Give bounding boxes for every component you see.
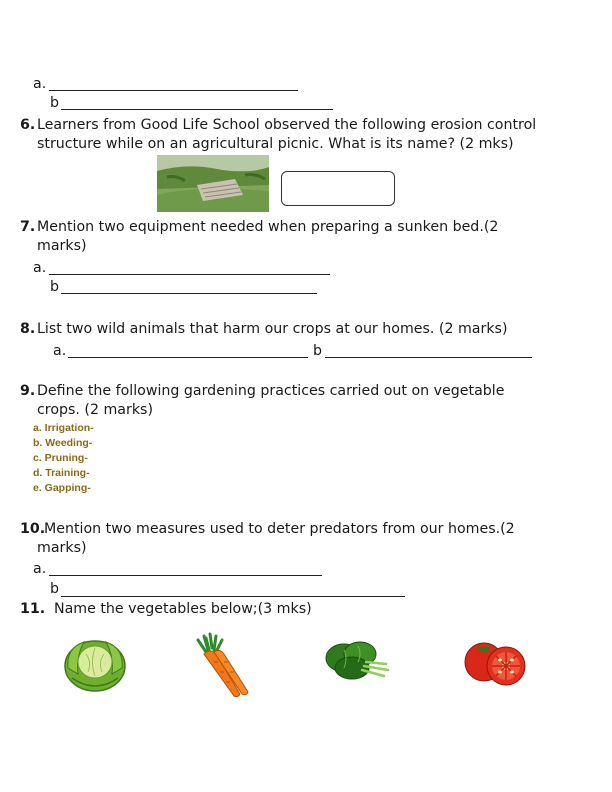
answer-a-label: a.	[33, 76, 47, 92]
question-8-b-line[interactable]	[325, 357, 532, 358]
tomatoes-image	[462, 636, 528, 688]
question-7-text-line1: Mention two equipment needed when preparing a sunken bed.(2	[37, 219, 499, 235]
question-9-number: 9.	[20, 383, 36, 399]
question-7-a-label: a.	[33, 260, 47, 276]
question-7-text-line2: marks)	[37, 238, 87, 254]
question-10-b-label: b	[50, 581, 60, 597]
question-7-a-line[interactable]	[49, 274, 330, 275]
carrots-image	[186, 632, 256, 702]
question-11-number: 11.	[20, 601, 46, 617]
answer-b-label: b	[50, 95, 60, 111]
question-8-a-line[interactable]	[68, 357, 308, 358]
question-7-b-label: b	[50, 279, 60, 295]
answer-b-line[interactable]	[61, 109, 333, 110]
question-6-text-line2: structure while on an agricultural picnic. What is its name? (2 mks)	[37, 136, 514, 152]
erosion-control-structure-image	[157, 155, 269, 212]
cabbage-image	[62, 634, 128, 694]
question-10-text-line1: Mention two measures used to deter predators from our homes.(2	[44, 521, 515, 537]
question-6-number: 6.	[20, 117, 36, 133]
question-10-text-line2: marks)	[37, 540, 87, 556]
question-9-item: e. Gapping-	[33, 482, 91, 494]
question-10-a-label: a.	[33, 561, 47, 577]
spinach-image	[322, 636, 392, 684]
question-9-item: a. Irrigation-	[33, 422, 94, 434]
question-8-b-label: b	[313, 343, 323, 359]
question-9-item: c. Pruning-	[33, 452, 88, 464]
question-10-a-line[interactable]	[49, 575, 322, 576]
question-8-text: List two wild animals that harm our crops at our homes. (2 marks)	[37, 321, 508, 337]
answer-a-line[interactable]	[49, 90, 298, 91]
question-6-text-line1: Learners from Good Life School observed the following erosion control	[37, 117, 537, 133]
question-7-number: 7.	[20, 219, 36, 235]
answer-box[interactable]	[281, 171, 395, 206]
question-9-item: d. Training-	[33, 467, 90, 479]
question-9-text-line1: Define the following gardening practices carried out on vegetable	[37, 383, 505, 399]
question-9-text-line2: crops. (2 marks)	[37, 402, 153, 418]
question-10-b-line[interactable]	[61, 596, 405, 597]
question-8-a-label: a.	[53, 343, 67, 359]
question-8-number: 8.	[20, 321, 36, 337]
question-10-number: 10.	[20, 521, 46, 537]
question-7-b-line[interactable]	[61, 293, 317, 294]
question-11-text: Name the vegetables below;(3 mks)	[54, 601, 312, 617]
question-9-item: b. Weeding-	[33, 437, 93, 449]
